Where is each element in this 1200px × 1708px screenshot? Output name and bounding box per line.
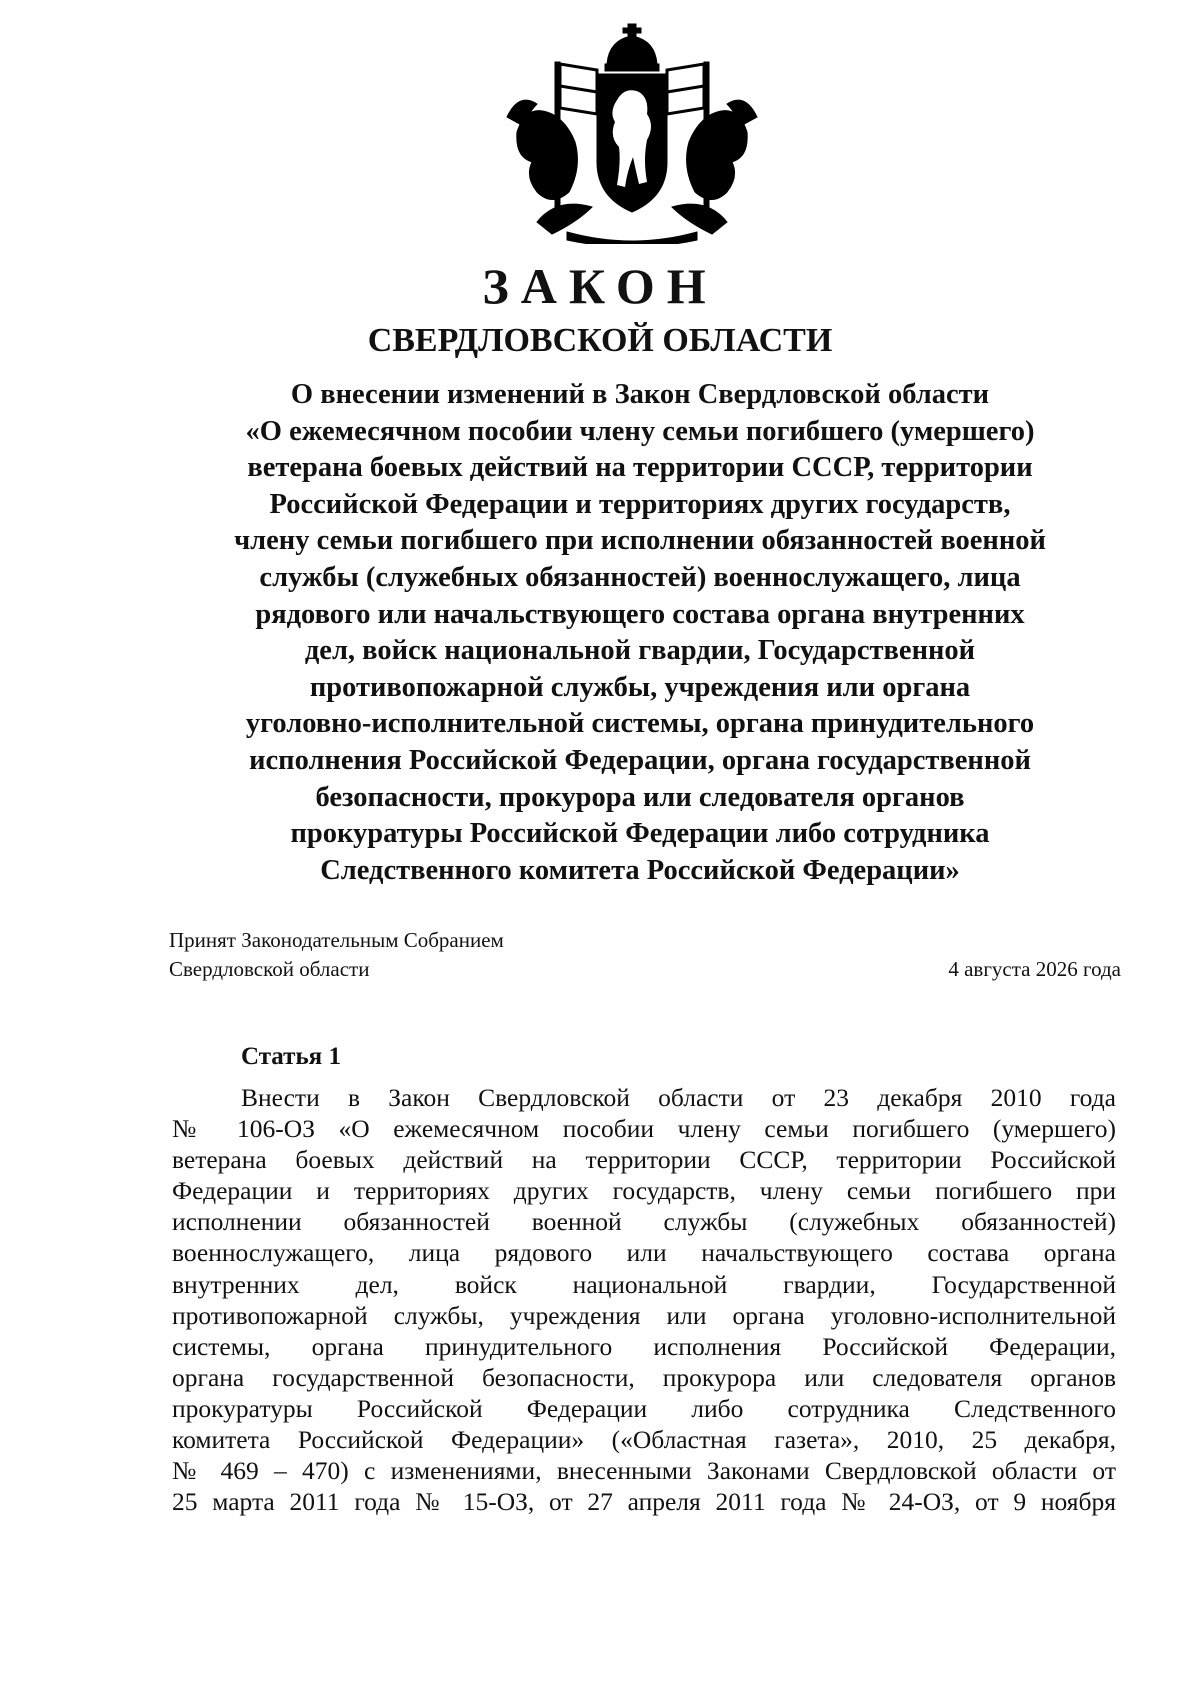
law-name-line: прокуратуры Российской Федерации либо сотрудника (290, 818, 990, 850)
law-name-line: рядового или начальствующего состава органа внутренних (255, 598, 1025, 630)
article-line: прокуратуры Российской Федерации либо сотрудника Следственного (172, 1393, 1116, 1423)
document-subtitle: СВЕРДЛОВСКОЙ ОБЛАСТИ (367, 322, 833, 359)
law-name-line: дел, войск национальной гвардии, Государственной (304, 635, 976, 667)
law-name-line: службы (служебных обязанностей) военнослужащего, лица (259, 561, 1021, 593)
article-heading: Статья 1 (241, 1043, 341, 1070)
article-line: № 106-ОЗ «О ежемесячном пособии члену семьи погибшего (умершего) (172, 1114, 1116, 1144)
article-line: противопожарной службы, учреждения или органа уголовно-исполнительной (172, 1300, 1116, 1330)
article-line: 25 марта 2011 года № 15-ОЗ, от 27 апреля 2011 года № 24-ОЗ, от 9 ноября (172, 1487, 1116, 1517)
law-name-line: ветерана боевых действий на территории СССР, территории (247, 452, 1033, 484)
law-name-line: «О ежемесячном пособии члену семьи погибшего (умершего) (245, 415, 1035, 447)
law-name-line: исполнения Российской Федерации, органа государственной (249, 744, 1031, 776)
law-name-line: О внесении изменений в Закон Свердловской области (290, 379, 990, 410)
adoption-line: Свердловской области (169, 957, 370, 981)
article-line: органа государственной безопасности, прокурора или следователя органов (172, 1362, 1116, 1392)
law-name-line: Российской Федерации и территориях других государств, (269, 488, 1011, 520)
document-title: ЗАКОН (482, 258, 718, 314)
article-line: Федерации и территориях других государств, члену семьи погибшего при (172, 1176, 1116, 1206)
law-name-line: члену семьи погибшего при исполнении обязанностей военной (234, 525, 1046, 557)
article-body (172, 1082, 1116, 1517)
adoption-date: 4 августа 2026 года (948, 957, 1121, 981)
article-line: внутренних дел, войск национальной гвардии, Государственной (172, 1269, 1116, 1299)
law-name (160, 377, 1120, 889)
article-line: исполнении обязанностей военной службы (служебных обязанностей) (172, 1207, 1116, 1237)
article-line: системы, органа принудительного исполнения Российской Федерации, (172, 1331, 1116, 1361)
article-line: военнослужащего, лица рядового или начальствующего состава органа (172, 1238, 1116, 1268)
article-line: № 469 – 470) с изменениями, внесенными Законами Свердловской области от (172, 1456, 1116, 1486)
law-name-line: противопожарной службы, учреждения или органа (309, 671, 971, 703)
adoption-line: Принят Законодательным Собранием (169, 928, 504, 952)
article-line: комитета Российской Федерации» («Областная газета», 2010, 25 декабря, (172, 1425, 1116, 1455)
law-name-line: Следственного комитета Российской Федерации» (320, 854, 960, 886)
article-line: Внести в Закон Свердловской области от 23 декабря 2010 года (241, 1083, 1116, 1112)
article-line: ветерана боевых действий на территории СССР, территории Российской (172, 1145, 1116, 1175)
adoption-block (169, 926, 1121, 984)
law-name-line: безопасности, прокурора или следователя органов (315, 781, 965, 813)
law-name-line: уголовно-исполнительной системы, органа принудительного (245, 708, 1035, 740)
coat-of-arms-icon (497, 22, 767, 244)
